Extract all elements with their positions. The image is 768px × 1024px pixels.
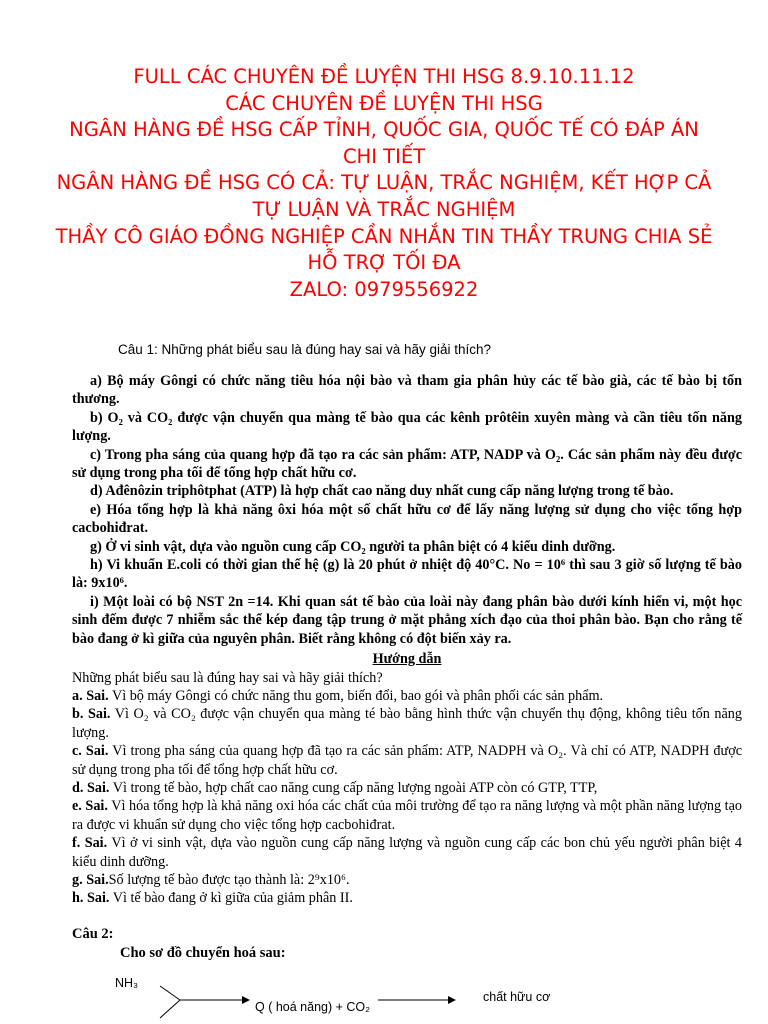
header-line: FULL CÁC CHUYÊN ĐỀ LUYỆN THI HSG 8.9.10.11.12 xyxy=(133,65,635,88)
header-line: NGÂN HÀNG ĐỀ HSG CẤP TỈNH, QUỐC GIA, QUỐC TẾ CÓ ĐÁP ÁN xyxy=(69,118,699,142)
statement-d: d) Ađênôzin triphôtphat (ATP) là hợp chất cao năng duy nhất cung cấp năng lượng trong tế bào. xyxy=(90,483,674,500)
guide-intro: Những phát biểu sau là đúng hay sai và hãy giải thích? xyxy=(72,669,383,686)
answer-f: f. Sai. Vì ở vi sinh vật, dựa vào nguồn cung cấp năng lượng và nguồn cung cấp các bon chủ yếu người phân biệt 4 kiểu dinh dưỡng. xyxy=(72,835,743,870)
statement-b: b) O₂ và CO₂ được vận chuyển qua màng tế bào qua các kênh prôtêin xuyên màng và cần tiêu tốn năng lượng. xyxy=(72,409,742,445)
conversion-diagram xyxy=(0,970,768,1024)
header-line: CÁC CHUYÊN ĐỀ LUYỆN THI HSG xyxy=(225,91,543,115)
answer-b: b. Sai. Vì O₂ và CO₂ được vận chuyển qua màng té bào bằng hình thức vận chuyển thụ động, không tiêu tốn năng lượng. xyxy=(72,706,742,741)
answer-h: h. Sai. Vì tế bào đang ở kì giữa của giảm phân II. xyxy=(72,890,353,907)
promo-header xyxy=(40,64,728,303)
diagram-input: NH₃ xyxy=(115,976,139,990)
answer-g: g. Sai.Số lượng tế bào được tạo thành là: 2⁹x10⁶. xyxy=(72,871,350,888)
statement-e: e) Hóa tổng hợp là khả năng ôxi hóa một số chất hữu cơ để lấy năng lượng sử dụng cho việc tổng hợp cacbohiđrat. xyxy=(72,501,742,537)
branch-line-lower xyxy=(160,1000,180,1018)
statement-h: h) Vi khuẩn E.coli có thời gian thế hệ (g) là 20 phút ở nhiệt độ 40°C. No = 10⁶ thì sau 3 giờ số lượng tế bào là: 9x10⁶. xyxy=(72,557,742,592)
statement-a: a) Bộ máy Gôngi có chức năng tiêu hóa nội bào và tham gia phân hủy các tế bào già, các tế bào bị tổn thương. xyxy=(72,373,742,408)
header-line: HỖ TRỢ TỐI ĐA xyxy=(307,251,461,275)
arrow-head-2 xyxy=(448,996,456,1004)
header-line: NGÂN HÀNG ĐỀ HSG CÓ CẢ: TỰ LUẬN, TRẮC NGHIỆM, KẾT HỢP CẢ xyxy=(56,171,712,195)
header-line: CHI TIẾT xyxy=(342,144,426,168)
header-line: TỰ LUẬN VÀ TRẮC NGHIỆM xyxy=(252,197,516,221)
answer-d: d. Sai. Vì trong tế bào, hợp chất cao năng cung cấp năng lượng ngoài ATP còn có GTP, TTP, xyxy=(72,779,598,796)
question-2-description: Cho sơ đồ chuyển hoá sau: xyxy=(120,945,286,961)
header-line: THẦY CÔ GIÁO ĐỒNG NGHIỆP CẦN NHẮN TIN THẦY TRUNG CHIA SẺ xyxy=(55,224,713,248)
question-1-body xyxy=(72,372,742,908)
arrow-head-1 xyxy=(242,996,250,1004)
answer-c: c. Sai. Vì trong pha sáng của quang hợp đã tạo ra các sản phẩm: ATP, NADPH và O₂. Và chỉ có ATP, NADPH được sử dụng trong pha tối để tổng hợp chất hữu cơ. xyxy=(72,743,742,778)
statement-i: i) Một loài có bộ NST 2n =14. Khi quan sát tế bào của loài này đang phân bào dưới kính hiển vi, một học sinh đếm được 7 nhiễm sắc thể kép đang tập trung ở mặt phẳng xích đạo của thoi phân bào. Bạn cho rằng tế bào đang ở kì giữa của nguyên phân. Biết rằng không có đột biến xảy ra. xyxy=(72,593,742,647)
diagram-middle: Q ( hoá năng) + CO₂ xyxy=(255,1000,370,1014)
diagram-output: chất hữu cơ xyxy=(483,990,551,1004)
branch-line-upper xyxy=(160,986,180,1000)
question-2-title: Câu 2: xyxy=(72,926,114,942)
header-line: ZALO: 0979556922 xyxy=(289,277,479,301)
guide-title: Hướng dẫn xyxy=(372,651,442,668)
answer-a: a. Sai. Vì bộ máy Gôngi có chức năng thu gom, biến đổi, bao gói và phân phối các sản phẩm. xyxy=(72,687,604,704)
statement-c: c) Trong pha sáng của quang hợp đã tạo ra các sản phẩm: ATP, NADP và O₂. Các sản phẩm này đều được sử dụng trong pha tối để tổng hợp chất hữu cơ. xyxy=(72,446,742,482)
statement-g: g) Ở vi sinh vật, dựa vào nguồn cung cấp CO₂ người ta phân biệt có 4 kiểu dinh dưỡng. xyxy=(90,538,616,555)
answer-e: e. Sai. Vì hóa tổng hợp là khả năng oxi hóa các chất của môi trường để tạo ra năng lượng và một phần năng lượng tạo ra được vi khuẩn sử dụng cho việc tổng hợp cacbohiđrat. xyxy=(72,798,742,833)
question-1-prompt: Câu 1: Những phát biểu sau là đúng hay sai và hãy giải thích? xyxy=(118,342,492,357)
